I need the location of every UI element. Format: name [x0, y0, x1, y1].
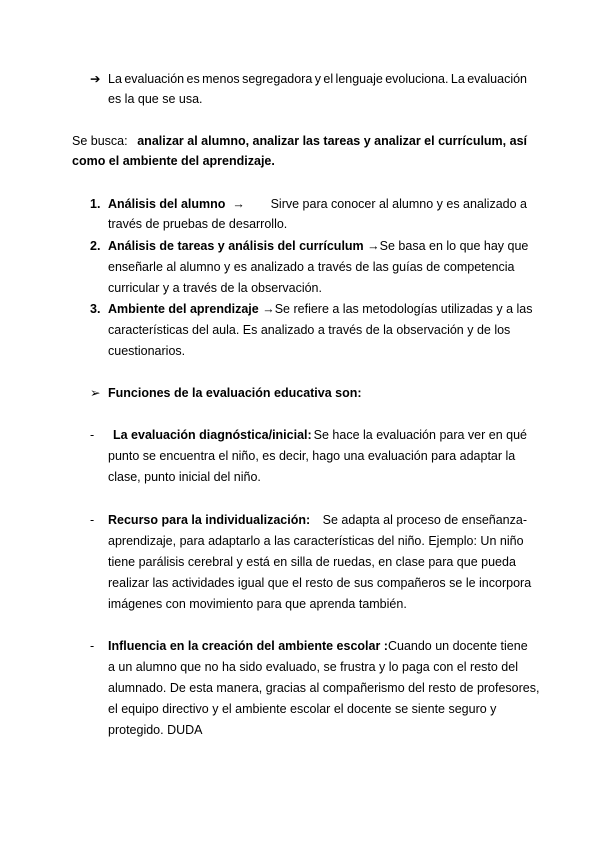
dash-item-3-line-1: Influencia en la creación del ambiente escolar : Cuando un docente tiene [108, 636, 527, 656]
intro-line-1: La evaluación es menos segregadora y el lenguaje evoluciona. La evaluación [108, 72, 527, 86]
numbered-item-1-line-1: Análisis del alumno → Sirve para conocer al alumno y es analizado a [108, 197, 527, 211]
dash-bullet-2: - [90, 513, 95, 527]
dash-bullet-1: - [90, 428, 95, 442]
dash-item-2-line-1: Recurso para la individualización: Se adapta al proceso de enseñanza- [108, 510, 527, 530]
numbered-item-3-line-3: cuestionarios. [108, 344, 186, 358]
numbered-item-3-title: Ambiente del aprendizaje [108, 302, 259, 316]
dash-item-1-line-2: punto se encuentra el niño, es decir, hago una evaluación para adaptar la [108, 449, 516, 463]
dash-item-1-line-3: clase, punto inicial del niño. [108, 470, 261, 484]
numbered-item-3-number: 3. [90, 302, 101, 316]
se-busca-line-1 [72, 131, 527, 151]
numbered-item-2-number: 2. [90, 239, 101, 253]
dash-item-3-title: Influencia en la creación del ambiente escolar : [108, 639, 388, 653]
dash-item-2-line-3: tiene parálisis cerebral y está en silla de ruedas, en clase para que pueda [108, 555, 516, 569]
dash-item-3-line-4: el equipo directivo y el ambiente escolar el docente se siente seguro y [108, 702, 497, 716]
numbered-item-2-line-3: curricular y a través de la observación. [108, 281, 322, 295]
se-busca-line-2 [72, 151, 275, 171]
dash-item-2-line-2: aprendizaje, para adaptarlo a las características del niño. Ejemplo: Un niño [108, 534, 524, 548]
numbered-item-1-line-2: través de pruebas de desarrollo. [108, 217, 288, 231]
arrow-right-icon: → [232, 197, 245, 211]
numbered-item-2-title: Análisis de tareas y análisis del currículum [108, 239, 364, 253]
dash-item-2-line-5: imágenes con movimiento para que aprenda también. [108, 597, 407, 611]
numbered-item-1-title: Análisis del alumno [108, 197, 226, 211]
numbered-item-3-line-2: características del aula. Es analizado a través de la observación y de los [108, 323, 511, 337]
dash-bullet-3: - [90, 639, 95, 653]
se-busca-bold-1: analizar al alumno, analizar las tareas y analizar el currículum, así [137, 134, 527, 148]
dash-item-1-title: La evaluación diagnóstica/inicial: [113, 428, 312, 442]
triangle-bullet-icon: ➢ [90, 386, 101, 400]
numbered-item-3-line-1: Ambiente del aprendizaje → Se refiere a las metodologías utilizadas y a las [108, 302, 533, 316]
arrow-right-icon: → [367, 239, 380, 253]
intro-line-2: es la que se usa. [108, 92, 203, 106]
numbered-item-2-line-2: enseñarle al alumno y es analizado a través de las guías de competencia [108, 260, 515, 274]
arrow-bullet-icon: ➔ [90, 72, 101, 86]
dash-item-2-title: Recurso para la individualización: [108, 513, 311, 527]
dash-item-3-line-5: protegido. DUDA [108, 723, 203, 737]
funciones-heading: Funciones de la evaluación educativa son: [108, 386, 362, 400]
se-busca-lead: Se busca: [72, 134, 128, 148]
numbered-item-2-line-1: Análisis de tareas y análisis del currículum → Se basa en lo que hay que [108, 239, 529, 253]
dash-item-3-line-3: alumnado. De esta manera, gracias al compañerismo del resto de profesores, [108, 681, 540, 695]
dash-item-2-line-4: realizar las actividades igual que el resto de sus compañeros se le incorpora [108, 576, 532, 590]
numbered-item-1-number: 1. [90, 197, 101, 211]
dash-item-1-line-1: La evaluación diagnóstica/inicial: Se hace la evaluación para ver en qué [113, 425, 527, 445]
arrow-right-icon: → [262, 302, 275, 316]
dash-item-3-line-2: a un alumno que no ha sido evaluado, se frustra y lo paga con el resto del [108, 660, 518, 674]
se-busca-bold-2: como el ambiente del aprendizaje. [72, 154, 275, 168]
